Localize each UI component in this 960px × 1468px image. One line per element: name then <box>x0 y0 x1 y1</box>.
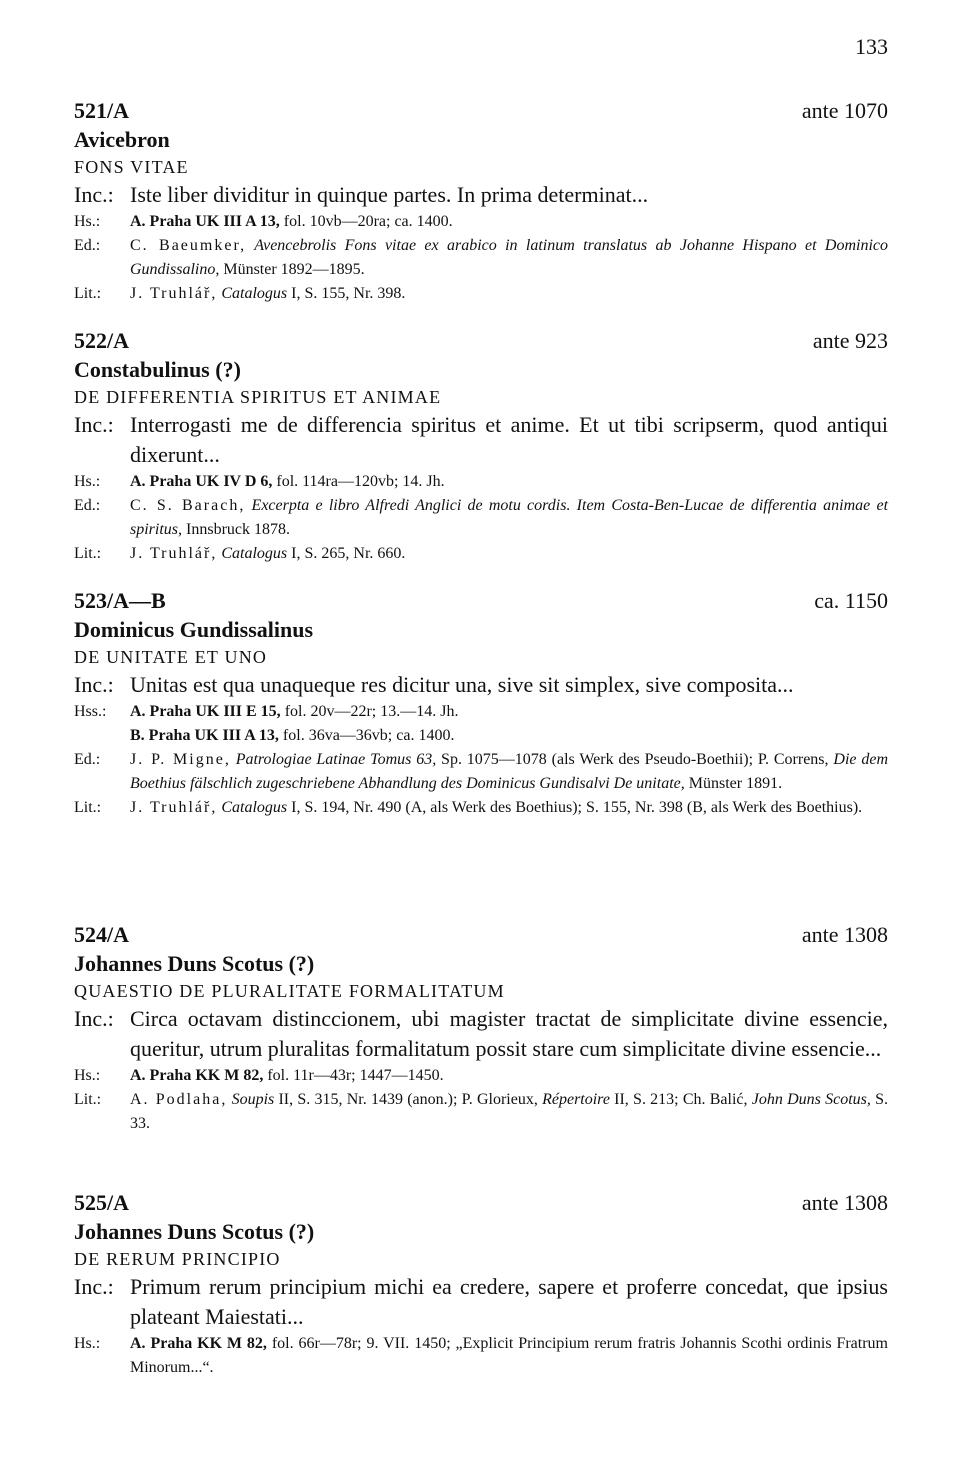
manuscript-label: Hs.: <box>74 213 101 230</box>
entry-date: ante 1308 <box>801 1190 888 1215</box>
manuscript-details: fol. 114ra—120vb; 14. Jh. <box>272 473 445 490</box>
manuscript-label: Hs.: <box>74 1067 101 1084</box>
entry-id: 521/A <box>74 98 129 123</box>
entry-525 <box>74 1188 888 1380</box>
literature-row <box>74 1088 888 1136</box>
incipit-row <box>74 180 888 210</box>
literature-author: A. Podlaha, <box>130 1091 228 1108</box>
incipit-text: Iste liber dividitur in quinque partes. In prima determinat... <box>130 182 649 207</box>
edition-title: Excerpta e libro Alfredi Anglici de motu cordis. Item Costa-Ben-Lucae de differentia animae et spiritus, <box>130 497 889 538</box>
entry-524 <box>74 920 888 1136</box>
entry-header <box>74 1188 888 1218</box>
manuscript-shelfmark: A. Praha KK M 82, <box>130 1335 267 1352</box>
manuscript-details: fol. 10vb—20ra; ca. 1400. <box>279 213 453 230</box>
entry-522 <box>74 326 888 566</box>
literature-row <box>74 542 888 566</box>
manuscript-row <box>74 210 888 234</box>
work-title: QUAESTIO DE PLURALITATE FORMALITATUM <box>74 981 505 1001</box>
manuscript-details: fol. 11r—43r; 1447—1450. <box>263 1067 444 1084</box>
manuscript-label: Hs.: <box>74 1335 101 1352</box>
edition-author: C. Baeumker, <box>130 237 247 254</box>
edition-label: Ed.: <box>74 497 101 514</box>
manuscript-details: fol. 36va—36vb; ca. 1400. <box>278 727 455 744</box>
entry-date: ca. 1150 <box>814 588 888 613</box>
edition-title-2: Die dem Boethius fälschlich zugeschriebene Abhandlung des Dominicus Gundisalvi De unitate, <box>130 751 888 792</box>
entry-author: Avicebron <box>74 127 170 152</box>
incipit-row <box>74 1004 888 1064</box>
manuscript-details: fol. 66r—78r; 9. VII. 1450; „Explicit Principium rerum fratris Johannis Scothi ordinis Fratrum Minorum...“. <box>130 1335 888 1376</box>
entry-author: Johannes Duns Scotus (?) <box>74 951 315 976</box>
edition-label: Ed.: <box>74 751 101 768</box>
incipit-text: Primum rerum principium michi ea credere, sapere et proferre concedat, que ipsius plateant Maiestati... <box>130 1274 888 1329</box>
literature-label: Lit.: <box>74 1091 102 1108</box>
literature-row <box>74 796 888 820</box>
literature-details: I, S. 155, Nr. 398. <box>287 285 406 302</box>
entry-id: 522/A <box>74 328 129 353</box>
manuscript-shelfmark: A. Praha UK III A 13, <box>130 213 280 230</box>
entry-id: 523/A—B <box>74 588 166 613</box>
incipit-row <box>74 410 888 470</box>
incipit-label: Inc.: <box>74 1274 114 1299</box>
edition-row <box>74 234 888 282</box>
incipit-text: Interrogasti me de differencia spiritus et anime. Et ut tibi scripserm, quod antiqui dixerunt... <box>130 412 888 467</box>
entry-523 <box>74 586 888 820</box>
entry-id: 525/A <box>74 1190 129 1215</box>
page-number: 133 <box>855 34 888 59</box>
literature-label: Lit.: <box>74 799 102 816</box>
literature-details-3: S. 33. <box>130 1091 889 1132</box>
literature-title: Catalogus <box>217 545 288 562</box>
literature-title: Soupis <box>227 1091 275 1108</box>
literature-author: J. Truhlář, <box>130 545 218 562</box>
entry-header <box>74 326 888 356</box>
manuscript-row <box>74 1064 888 1088</box>
incipit-text: Unitas est qua unaqueque res dicitur una, sive sit simplex, sive composita... <box>130 672 794 697</box>
entry-author: Dominicus Gundissalinus <box>74 617 314 642</box>
literature-label: Lit.: <box>74 285 102 302</box>
entry-date: ante 923 <box>812 328 888 353</box>
literature-title: Catalogus <box>217 285 288 302</box>
manuscript-shelfmark: A. Praha UK III E 15, <box>130 703 281 720</box>
edition-details: Münster 1892—1895. <box>219 261 365 278</box>
edition-author: C. S. Barach, <box>130 497 246 514</box>
manuscript-label: Hss.: <box>74 703 107 720</box>
literature-details-2: II, S. 213; Ch. Balić, <box>609 1091 748 1108</box>
entry-header <box>74 920 888 950</box>
edition-row <box>74 494 888 542</box>
manuscript-row <box>74 700 888 724</box>
manuscript-row <box>74 470 888 494</box>
literature-title-2: Répertoire <box>537 1091 610 1108</box>
manuscript-shelfmark: A. Praha KK M 82, <box>130 1067 264 1084</box>
incipit-text: Circa octavam distinccionem, ubi magister tractat de simplicitate divine essencie, queritur, utrum pluralitas formalitatum possit stare cum simplicitate divine essencie... <box>130 1006 888 1061</box>
entry-author: Constabulinus (?) <box>74 357 241 382</box>
incipit-label: Inc.: <box>74 1006 114 1031</box>
literature-details: II, S. 315, Nr. 1439 (anon.); P. Glorieux, <box>274 1091 538 1108</box>
edition-details-2: Münster 1891. <box>684 775 783 792</box>
manuscript-shelfmark: A. Praha UK IV D 6, <box>130 473 273 490</box>
entry-author: Johannes Duns Scotus (?) <box>74 1219 315 1244</box>
entry-id: 524/A <box>74 922 129 947</box>
edition-author: J. P. Migne, <box>130 751 231 768</box>
literature-author: J. Truhlář, <box>130 285 218 302</box>
literature-details: I, S. 265, Nr. 660. <box>287 545 406 562</box>
work-title: FONS VITAE <box>74 157 189 177</box>
literature-title: Catalogus <box>217 799 288 816</box>
literature-author: J. Truhlář, <box>130 799 218 816</box>
manuscript-label: Hs.: <box>74 473 101 490</box>
literature-row <box>74 282 888 306</box>
incipit-row <box>74 1272 888 1332</box>
literature-label: Lit.: <box>74 545 102 562</box>
edition-label: Ed.: <box>74 237 101 254</box>
literature-title-3: John Duns Scotus, <box>747 1091 871 1108</box>
incipit-label: Inc.: <box>74 182 114 207</box>
entry-header <box>74 96 888 126</box>
incipit-label: Inc.: <box>74 672 114 697</box>
entry-date: ante 1308 <box>801 922 888 947</box>
work-title: DE RERUM PRINCIPIO <box>74 1249 281 1269</box>
literature-details: I, S. 194, Nr. 490 (A, als Werk des Boethius); S. 155, Nr. 398 (B, als Werk des Boethius). <box>287 799 863 816</box>
entry-521 <box>74 96 888 306</box>
work-title: DE UNITATE ET UNO <box>74 647 268 667</box>
edition-title: Patrologiae Latinae Tomus 63, <box>230 751 437 768</box>
manuscript-row <box>74 1332 888 1380</box>
manuscript-shelfmark: B. Praha UK III A 13, <box>130 727 279 744</box>
entry-header <box>74 586 888 616</box>
manuscript-details: fol. 20v—22r; 13.—14. Jh. <box>280 703 459 720</box>
manuscript-row-2 <box>74 724 888 748</box>
edition-details: Sp. 1075—1078 (als Werk des Pseudo-Boethii); P. Correns, <box>436 751 829 768</box>
incipit-row <box>74 670 888 700</box>
entry-date: ante 1070 <box>801 98 888 123</box>
edition-row <box>74 748 888 796</box>
incipit-label: Inc.: <box>74 412 114 437</box>
edition-details: Innsbruck 1878. <box>182 521 290 538</box>
work-title: DE DIFFERENTIA SPIRITUS ET ANIMAE <box>74 387 442 407</box>
edition-title: Avencebrolis Fons vitae ex arabico in latinum translatus ab Johanne Hispano et Dominico Gundissalino, <box>130 237 888 278</box>
